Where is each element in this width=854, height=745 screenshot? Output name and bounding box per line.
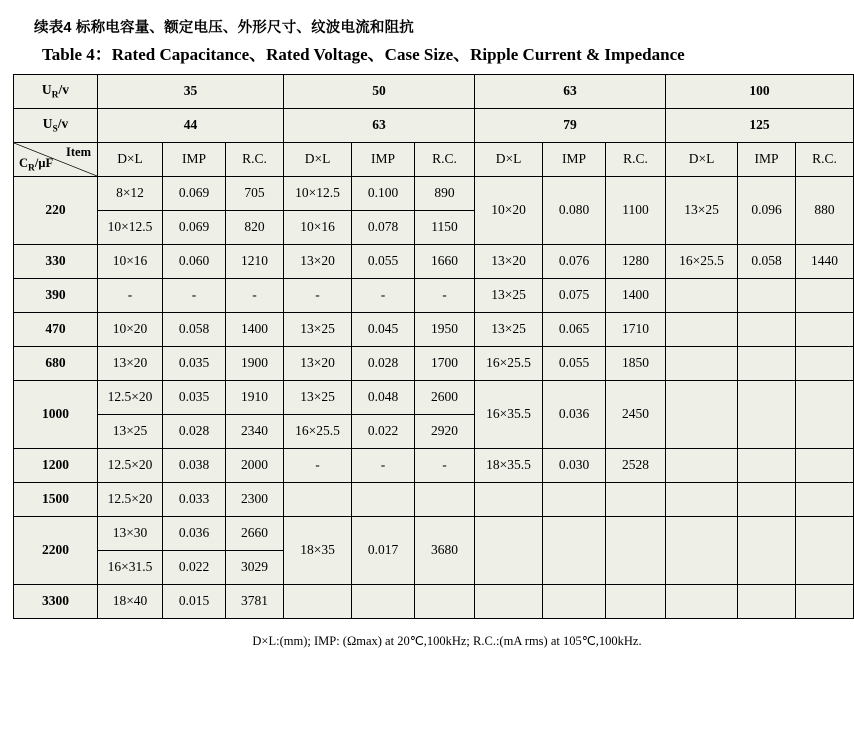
capacitance-470: 470 [14, 312, 98, 346]
corner-item-label: Item [66, 144, 91, 159]
cell-r5b-c1: 0.028 [163, 414, 226, 448]
table-row [14, 346, 854, 380]
col-header-DL-g1: D×L [284, 142, 352, 176]
capacitance-390: 390 [14, 278, 98, 312]
cell-r2-c2: - [226, 278, 284, 312]
cell-r8-c11 [796, 516, 854, 584]
table-row [14, 244, 854, 278]
header-row-surge-voltage [14, 108, 854, 142]
cell-r3-c4: 0.045 [352, 312, 415, 346]
cell-r7-c3 [284, 482, 352, 516]
cell-r2-c8: 1400 [606, 278, 666, 312]
col-header-DL-g2: D×L [475, 142, 543, 176]
cell-r6-c7: 0.030 [543, 448, 606, 482]
cell-r3-c11 [796, 312, 854, 346]
col-header-RC-g0: R.C. [226, 142, 284, 176]
surge-voltage-44: 44 [98, 108, 284, 142]
cell-r0-c1: 0.069 [163, 176, 226, 210]
cell-r4-c2: 1900 [226, 346, 284, 380]
cell-r4-c10 [738, 346, 796, 380]
cell-r8-c7 [543, 516, 606, 584]
cell-r4-c0: 13×20 [98, 346, 163, 380]
table-row [14, 516, 854, 550]
corner-capacitance-label: $C_R/\mu F$ [19, 156, 54, 174]
cell-r3-c0: 10×20 [98, 312, 163, 346]
cell-r3-c3: 13×25 [284, 312, 352, 346]
cell-r5-c4: 0.048 [352, 380, 415, 414]
col-header-RC-g2: R.C. [606, 142, 666, 176]
capacitance-1200: 1200 [14, 448, 98, 482]
cell-r6-c3: - [284, 448, 352, 482]
cell-r6-c9 [666, 448, 738, 482]
col-header-RC-g1: R.C. [415, 142, 475, 176]
header-row-rated-voltage [14, 74, 854, 108]
cell-r5-c8: 2450 [606, 380, 666, 448]
surge-voltage-125: 125 [666, 108, 854, 142]
cell-r5-c2: 1910 [226, 380, 284, 414]
cell-r5-c5: 2600 [415, 380, 475, 414]
cell-r2-c0: - [98, 278, 163, 312]
cell-r0-c2: 705 [226, 176, 284, 210]
cell-r4-c3: 13×20 [284, 346, 352, 380]
cell-r8-c3: 18×35 [284, 516, 352, 584]
cell-r6-c0: 12.5×20 [98, 448, 163, 482]
cell-r2-c10 [738, 278, 796, 312]
specification-table [13, 74, 854, 619]
surge-voltage-63: 63 [284, 108, 475, 142]
cell-r8-c9 [666, 516, 738, 584]
cell-r5-c6: 16×35.5 [475, 380, 543, 448]
title-chinese: 续表4 标称电容量、额定电压、外形尺寸、纹波电流和阻抗 [34, 20, 414, 36]
cell-r3-c9 [666, 312, 738, 346]
cell-r5-c1: 0.035 [163, 380, 226, 414]
cell-r0b-c4: 0.078 [352, 210, 415, 244]
cell-r0-c7: 0.080 [543, 176, 606, 244]
table-footnote: D×L:(mm); IMP: (Ωmax) at 20℃,100kHz; R.C.:(mA rms) at 105℃,100kHz. [252, 633, 642, 648]
cell-r1-c9: 16×25.5 [666, 244, 738, 278]
cell-r9-c1: 0.015 [163, 584, 226, 618]
cell-r6-c1: 0.038 [163, 448, 226, 482]
capacitance-3300: 3300 [14, 584, 98, 618]
cell-r1-c4: 0.055 [352, 244, 415, 278]
capacitance-1500: 1500 [14, 482, 98, 516]
table-row [14, 448, 854, 482]
cell-r5b-c0: 13×25 [98, 414, 163, 448]
cell-r4-c4: 0.028 [352, 346, 415, 380]
cell-r5-c0: 12.5×20 [98, 380, 163, 414]
col-header-IMP-g0: IMP [163, 142, 226, 176]
cell-r5-c11 [796, 380, 854, 448]
table-row [14, 278, 854, 312]
capacitance-680: 680 [14, 346, 98, 380]
cell-r2-c5: - [415, 278, 475, 312]
cell-r6-c8: 2528 [606, 448, 666, 482]
cell-r8-c10 [738, 516, 796, 584]
cell-r0-c9: 13×25 [666, 176, 738, 244]
table-row [14, 312, 854, 346]
cell-r8b-c1: 0.022 [163, 550, 226, 584]
cell-r6-c10 [738, 448, 796, 482]
cell-r9-c5 [415, 584, 475, 618]
cell-r1-c7: 0.076 [543, 244, 606, 278]
cell-r9-c8 [606, 584, 666, 618]
cell-r9-c3 [284, 584, 352, 618]
col-header-IMP-g3: IMP [738, 142, 796, 176]
table-row [14, 584, 854, 618]
cell-r0b-c2: 820 [226, 210, 284, 244]
cell-r3-c1: 0.058 [163, 312, 226, 346]
cell-r5-c10 [738, 380, 796, 448]
rated-voltage-100: 100 [666, 74, 854, 108]
cell-r3-c10 [738, 312, 796, 346]
cell-r9-c2: 3781 [226, 584, 284, 618]
cell-r4-c8: 1850 [606, 346, 666, 380]
cell-r4-c9 [666, 346, 738, 380]
corner-cell [14, 142, 98, 176]
cell-r3-c5: 1950 [415, 312, 475, 346]
cell-r1-c5: 1660 [415, 244, 475, 278]
cell-r8-c4: 0.017 [352, 516, 415, 584]
cell-r0b-c3: 10×16 [284, 210, 352, 244]
cell-r5-c3: 13×25 [284, 380, 352, 414]
cell-r4-c5: 1700 [415, 346, 475, 380]
cell-r8-c6 [475, 516, 543, 584]
cell-r4-c7: 0.055 [543, 346, 606, 380]
cell-r3-c8: 1710 [606, 312, 666, 346]
cell-r0b-c5: 1150 [415, 210, 475, 244]
cell-r6-c5: - [415, 448, 475, 482]
capacitance-220: 220 [14, 176, 98, 244]
cell-r8-c5: 3680 [415, 516, 475, 584]
cell-r1-c0: 10×16 [98, 244, 163, 278]
label-surge-voltage: $U_S/v$ [14, 108, 98, 142]
cell-r2-c4: - [352, 278, 415, 312]
capacitance-330: 330 [14, 244, 98, 278]
cell-r1-c1: 0.060 [163, 244, 226, 278]
cell-r0-c3: 10×12.5 [284, 176, 352, 210]
cell-r7-c11 [796, 482, 854, 516]
cell-r2-c6: 13×25 [475, 278, 543, 312]
rated-voltage-63: 63 [475, 74, 666, 108]
cell-r0-c6: 10×20 [475, 176, 543, 244]
cell-r1-c2: 1210 [226, 244, 284, 278]
cell-r8b-c0: 16×31.5 [98, 550, 163, 584]
cell-r0-c5: 890 [415, 176, 475, 210]
capacitance-2200: 2200 [14, 516, 98, 584]
cell-r8-c8 [606, 516, 666, 584]
cell-r4-c6: 16×25.5 [475, 346, 543, 380]
cell-r9-c7 [543, 584, 606, 618]
title-english: Table 4：Rated Capacitance、Rated Voltage、Case Size、Ripple Current & Impedance [42, 44, 685, 64]
cell-r7-c2: 2300 [226, 482, 284, 516]
cell-r5-c7: 0.036 [543, 380, 606, 448]
capacitance-1000: 1000 [14, 380, 98, 448]
cell-r7-c7 [543, 482, 606, 516]
cell-r0-c4: 0.100 [352, 176, 415, 210]
cell-r9-c4 [352, 584, 415, 618]
cell-r6-c2: 2000 [226, 448, 284, 482]
cell-r0-c0: 8×12 [98, 176, 163, 210]
cell-r7-c4 [352, 482, 415, 516]
cell-r3-c6: 13×25 [475, 312, 543, 346]
cell-r0b-c1: 0.069 [163, 210, 226, 244]
cell-r9-c0: 18×40 [98, 584, 163, 618]
table-row [14, 380, 854, 414]
table-row [14, 176, 854, 210]
cell-r4-c11 [796, 346, 854, 380]
col-header-DL-g0: D×L [98, 142, 163, 176]
cell-r0b-c0: 10×12.5 [98, 210, 163, 244]
cell-r0-c10: 0.096 [738, 176, 796, 244]
cell-r8-c1: 0.036 [163, 516, 226, 550]
header-row-columns [14, 142, 854, 176]
cell-r1-c10: 0.058 [738, 244, 796, 278]
cell-r0-c11: 880 [796, 176, 854, 244]
cell-r7-c10 [738, 482, 796, 516]
cell-r9-c6 [475, 584, 543, 618]
cell-r5-c9 [666, 380, 738, 448]
col-header-DL-g3: D×L [666, 142, 738, 176]
cell-r2-c9 [666, 278, 738, 312]
cell-r5b-c3: 16×25.5 [284, 414, 352, 448]
surge-voltage-79: 79 [475, 108, 666, 142]
cell-r5b-c4: 0.022 [352, 414, 415, 448]
cell-r6-c11 [796, 448, 854, 482]
cell-r9-c11 [796, 584, 854, 618]
cell-r2-c7: 0.075 [543, 278, 606, 312]
cell-r1-c3: 13×20 [284, 244, 352, 278]
cell-r7-c9 [666, 482, 738, 516]
cell-r2-c1: - [163, 278, 226, 312]
cell-r2-c3: - [284, 278, 352, 312]
cell-r7-c6 [475, 482, 543, 516]
cell-r1-c8: 1280 [606, 244, 666, 278]
cell-r5b-c5: 2920 [415, 414, 475, 448]
cell-r6-c6: 18×35.5 [475, 448, 543, 482]
col-header-IMP-g1: IMP [352, 142, 415, 176]
table-row [14, 482, 854, 516]
col-header-RC-g3: R.C. [796, 142, 854, 176]
cell-r8-c0: 13×30 [98, 516, 163, 550]
label-rated-voltage: $U_R/v$ [14, 74, 98, 108]
cell-r2-c11 [796, 278, 854, 312]
cell-r9-c9 [666, 584, 738, 618]
cell-r6-c4: - [352, 448, 415, 482]
cell-r7-c1: 0.033 [163, 482, 226, 516]
cell-r4-c1: 0.035 [163, 346, 226, 380]
cell-r7-c8 [606, 482, 666, 516]
cell-r1-c11: 1440 [796, 244, 854, 278]
col-header-IMP-g2: IMP [543, 142, 606, 176]
cell-r8-c2: 2660 [226, 516, 284, 550]
cell-r5b-c2: 2340 [226, 414, 284, 448]
cell-r3-c7: 0.065 [543, 312, 606, 346]
cell-r7-c0: 12.5×20 [98, 482, 163, 516]
rated-voltage-50: 50 [284, 74, 475, 108]
cell-r8b-c2: 3029 [226, 550, 284, 584]
cell-r1-c6: 13×20 [475, 244, 543, 278]
cell-r0-c8: 1100 [606, 176, 666, 244]
cell-r9-c10 [738, 584, 796, 618]
cell-r3-c2: 1400 [226, 312, 284, 346]
rated-voltage-35: 35 [98, 74, 284, 108]
cell-r7-c5 [415, 482, 475, 516]
